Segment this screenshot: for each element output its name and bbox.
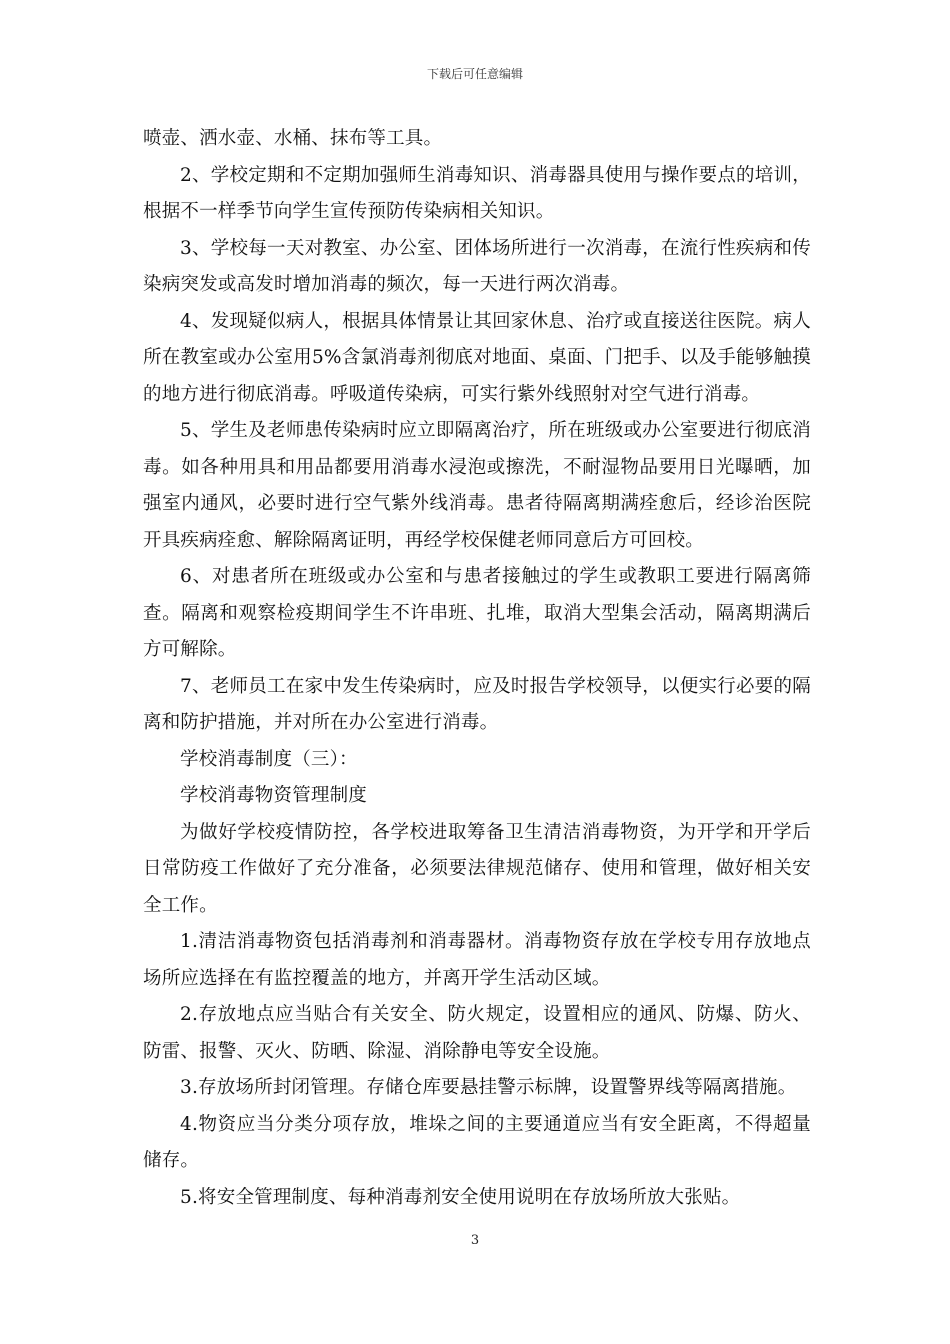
section-heading: 学校消毒制度（三）： [180, 748, 358, 770]
paragraph-item-6: 6、对患者所在班级或办公室和与患者接触过的学生或教职工要进行隔离筛查。隔离和观察检疫期间学生不许串班、扎堆，取消大型集会活动，隔离期满后方可解除。 [143, 566, 811, 660]
paragraph-item-2: 2、学校定期和不定期加强师生消毒知识、消毒器具使用与操作要点的培训，根据不一样季节向学生宣传预防传染病相关知识。 [143, 164, 811, 222]
paragraph-rule-3: 3.存放场所封闭管理。存储仓库要悬挂警示标牌，设置警界线等隔离措施。 [180, 1077, 797, 1098]
paragraph-intro: 为做好学校疫情防控，各学校进取筹备卫生清洁消毒物资，为开学和开学后日常防疫工作做好了充分准备，必须要法律规范储存、使用和管理，做好相关安全工作。 [143, 821, 811, 916]
page-number: 3 [470, 1233, 480, 1248]
paragraph-item-4: 4、发现疑似病人，根据具体情景让其回家休息、治疗或直接送往医院。病人所在教室或办公室用5%含氯消毒剂彻底对地面、桌面、门把手、以及手能够触摸的地方进行彻底消毒。呼吸道传染病，可实行紫外线照射对空气进行消毒。 [143, 310, 811, 405]
paragraph-rule-4: 4.物资应当分类分项存放，堆垛之间的主要通道应当有安全距离，不得超量储存。 [143, 1113, 811, 1171]
paragraph-rule-5: 5.将安全管理制度、每种消毒剂安全使用说明在存放场所放大张贴。 [180, 1186, 741, 1208]
paragraph-rule-2: 2.存放地点应当贴合有关安全、防火规定，设置相应的通风、防爆、防火、防雷、报警、灭火、防晒、除湿、消除静电等安全设施。 [143, 1004, 811, 1062]
page-header-note: 下载后可任意编辑 [426, 67, 523, 81]
paragraph-item-5: 5、学生及老师患传染病时应立即隔离治疗，所在班级或办公室要进行彻底消毒。如各种用具和用品都要用消毒水浸泡或擦洗，不耐湿物品要用日光曝晒，加强室内通风，必要时进行空气紫外线消毒。患者待隔离期满痊愈后，经诊治医院开具疾病痊愈、解除隔离证明，再经学校保健老师同意后方可回校。 [143, 420, 811, 551]
paragraph-item-3: 3、学校每一天对教室、办公室、团体场所进行一次消毒，在流行性疾病和传染病突发或高发时增加消毒的频次，每一天进行两次消毒。 [143, 237, 811, 295]
paragraph-item-7: 7、老师员工在家中发生传染病时，应及时报告学校领导，以便实行必要的隔离和防护措施，并对所在办公室进行消毒。 [143, 675, 811, 733]
document-body [143, 121, 811, 1216]
section-subheading: 学校消毒物资管理制度 [180, 785, 368, 806]
paragraph-rule-1: 1.清洁消毒物资包括消毒剂和消毒器材。消毒物资存放在学校专用存放地点场所应选择在有监控覆盖的地方，并离开学生活动区域。 [143, 931, 811, 989]
paragraph-continuation: 喷壶、洒水壶、水桶、抹布等工具。 [143, 128, 443, 149]
